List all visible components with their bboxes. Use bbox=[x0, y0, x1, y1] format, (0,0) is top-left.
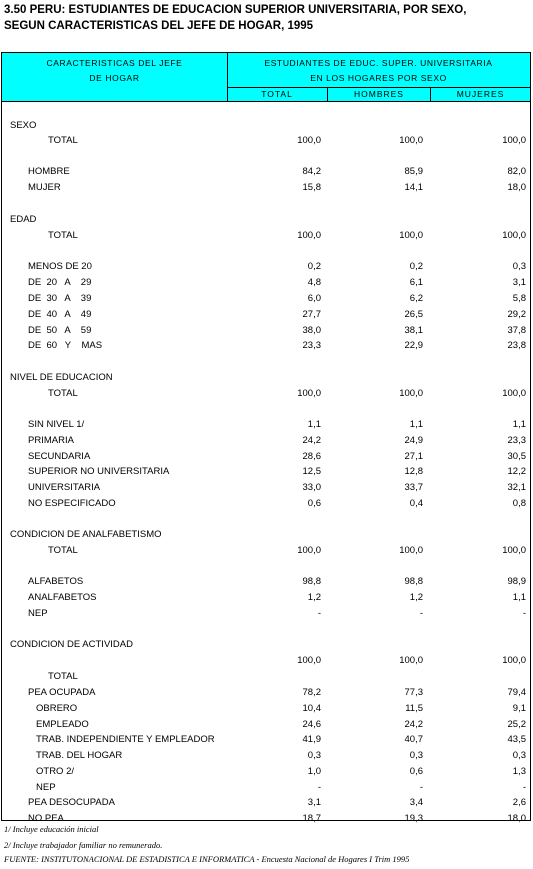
cell-mujeres: 100,0 bbox=[502, 545, 526, 556]
cell-hombres: 11,5 bbox=[405, 703, 423, 714]
cell-mujeres: 25,2 bbox=[507, 719, 526, 730]
cell-mujeres: 29,2 bbox=[507, 309, 526, 320]
cell-mujeres: 32,1 bbox=[507, 482, 526, 493]
cell-total: 15,8 bbox=[302, 182, 321, 193]
cell-mujeres: 5,8 bbox=[512, 293, 526, 304]
cell-hombres: 19,3 bbox=[404, 813, 423, 824]
row-label: NO PEA bbox=[28, 813, 64, 824]
cell-mujeres: - bbox=[522, 782, 526, 793]
header-col-total: TOTAL bbox=[227, 88, 328, 101]
row-label: DE 40 A 49 bbox=[28, 309, 92, 320]
cell-hombres: 100,0 bbox=[399, 135, 423, 146]
table-row bbox=[2, 165, 530, 179]
cell-total: - bbox=[317, 608, 321, 619]
cell-hombres: 14,1 bbox=[404, 182, 423, 193]
row-label: MUJER bbox=[28, 182, 61, 193]
cell-total: 38,0 bbox=[302, 325, 321, 336]
cell-hombres: 77,3 bbox=[404, 687, 423, 698]
table-row bbox=[2, 213, 530, 227]
cell-mujeres: 1,3 bbox=[512, 766, 526, 777]
table-row bbox=[2, 229, 530, 243]
cell-hombres: 6,1 bbox=[409, 277, 423, 288]
cell-mujeres: 2,6 bbox=[512, 797, 526, 808]
table-row bbox=[2, 765, 530, 779]
cell-total: 100,0 bbox=[297, 135, 321, 146]
cell-mujeres: 1,1 bbox=[512, 592, 526, 603]
cell-mujeres: 82,0 bbox=[507, 166, 526, 177]
row-label: DE 20 A 29 bbox=[28, 277, 92, 288]
table-row bbox=[2, 371, 530, 385]
cell-hombres: 98,8 bbox=[404, 576, 423, 587]
row-label: SUPERIOR NO UNIVERSITARIA bbox=[28, 466, 170, 477]
cell-hombres: 22,9 bbox=[404, 340, 423, 351]
cell-total: 100,0 bbox=[297, 230, 321, 241]
cell-hombres: 100,0 bbox=[399, 545, 423, 556]
row-label: ALFABETOS bbox=[28, 576, 84, 587]
table-row bbox=[2, 276, 530, 290]
header-col-mujeres: MUJERES bbox=[456, 89, 505, 99]
row-label: PRIMARIA bbox=[28, 435, 74, 446]
cell-total: 1,0 bbox=[307, 766, 321, 777]
cell-total: 3,1 bbox=[307, 797, 321, 808]
table-body bbox=[1, 102, 531, 824]
table-row bbox=[2, 324, 530, 338]
row-label: HOMBRE bbox=[28, 166, 70, 177]
cell-hombres: 12,8 bbox=[404, 466, 423, 477]
row-label: PEA OCUPADA bbox=[28, 687, 96, 698]
header-stub-line-1: CARACTERISTICAS DEL JEFE bbox=[46, 58, 183, 68]
cell-hombres: 0,6 bbox=[409, 766, 423, 777]
cell-hombres: 33,7 bbox=[404, 482, 423, 493]
row-label: OBRERO bbox=[36, 703, 78, 714]
cell-mujeres: - bbox=[522, 608, 526, 619]
table-row bbox=[2, 670, 530, 684]
table-row bbox=[2, 781, 530, 795]
row-label: SIN NIVEL 1/ bbox=[28, 419, 85, 430]
table-row bbox=[2, 465, 530, 479]
cell-hombres: 24,2 bbox=[404, 719, 423, 730]
row-label: NEP bbox=[36, 782, 56, 793]
cell-hombres: 24,9 bbox=[404, 435, 423, 446]
row-label: MENOS DE 20 bbox=[28, 261, 92, 272]
footnote-2: 2/ Incluye trabajador familiar no remunerado. bbox=[4, 840, 163, 850]
table-row bbox=[2, 749, 530, 763]
cell-total: 78,2 bbox=[302, 687, 321, 698]
row-label: TRAB. DEL HOGAR bbox=[36, 750, 123, 761]
title-line-2: SEGUN CARACTERISTICAS DEL JEFE DE HOGAR, 1995 bbox=[4, 20, 314, 32]
cell-hombres: 1,1 bbox=[409, 419, 423, 430]
cell-mujeres: 100,0 bbox=[502, 388, 526, 399]
row-label: DE 50 A 59 bbox=[28, 325, 92, 336]
source-note: FUENTE: INSTITUTONACIONAL DE ESTADISTICA E INFORMATICA - Encuesta Nacional de Hogares I Trim 1995 bbox=[4, 854, 410, 864]
cell-total: 6,0 bbox=[307, 293, 321, 304]
cell-mujeres: 9,1 bbox=[512, 703, 526, 714]
row-label: NIVEL DE EDUCACION bbox=[10, 372, 113, 383]
row-label: SEXO bbox=[10, 120, 37, 131]
header-group-line-2: EN LOS HOGARES POR SEXO bbox=[310, 73, 447, 83]
cell-total: 98,8 bbox=[302, 576, 321, 587]
footnote-1: 1/ Incluye educación inicial bbox=[4, 824, 99, 834]
cell-mujeres: 0,3 bbox=[512, 750, 526, 761]
cell-mujeres: 1,1 bbox=[512, 419, 526, 430]
cell-hombres: 100,0 bbox=[399, 230, 423, 241]
table-row bbox=[2, 544, 530, 558]
cell-mujeres: 98,9 bbox=[507, 576, 526, 587]
cell-mujeres: 0,8 bbox=[512, 498, 526, 509]
cell-hombres: 27,1 bbox=[404, 451, 423, 462]
table-row bbox=[2, 638, 530, 652]
row-label: NO ESPECIFICADO bbox=[28, 498, 116, 509]
cell-total: 10,4 bbox=[302, 703, 321, 714]
row-label: UNIVERSITARIA bbox=[28, 482, 101, 493]
cell-hombres: 26,5 bbox=[404, 309, 423, 320]
row-label: TOTAL bbox=[48, 545, 78, 556]
table-row bbox=[2, 686, 530, 700]
cell-hombres: 40,7 bbox=[404, 734, 423, 745]
cell-mujeres: 12,2 bbox=[507, 466, 526, 477]
cell-mujeres: 43,5 bbox=[507, 734, 526, 745]
table-row bbox=[2, 528, 530, 542]
cell-mujeres: 23,8 bbox=[507, 340, 526, 351]
table-row bbox=[2, 418, 530, 432]
table-row bbox=[2, 733, 530, 747]
cell-total: 18,7 bbox=[302, 813, 321, 824]
cell-mujeres: 23,3 bbox=[507, 435, 526, 446]
row-label: TOTAL bbox=[48, 135, 78, 146]
header-group-line-1: ESTUDIANTES DE EDUC. SUPER. UNIVERSITARIA bbox=[264, 58, 493, 68]
cell-mujeres: 100,0 bbox=[502, 230, 526, 241]
cell-hombres: 0,2 bbox=[409, 261, 423, 272]
cell-total: 100,0 bbox=[297, 655, 321, 666]
cell-hombres: 1,2 bbox=[409, 592, 423, 603]
table-row bbox=[2, 497, 530, 511]
row-label: TOTAL bbox=[48, 671, 78, 682]
row-label: TRAB. INDEPENDIENTE Y EMPLEADOR bbox=[36, 734, 215, 745]
row-label: CONDICION DE ACTIVIDAD bbox=[10, 639, 133, 650]
table-row bbox=[2, 119, 530, 133]
row-label: ANALFABETOS bbox=[28, 592, 97, 603]
row-label: EMPLEADO bbox=[36, 719, 89, 730]
row-label: DE 60 Y MAS bbox=[28, 340, 103, 351]
cell-hombres: 0,3 bbox=[409, 750, 423, 761]
table-row bbox=[2, 260, 530, 274]
cell-hombres: 38,1 bbox=[404, 325, 423, 336]
cell-total: 24,2 bbox=[302, 435, 321, 446]
table-row bbox=[2, 796, 530, 810]
table-row bbox=[2, 181, 530, 195]
table-row bbox=[2, 308, 530, 322]
cell-hombres: 85,9 bbox=[404, 166, 423, 177]
table-row bbox=[2, 718, 530, 732]
cell-mujeres: 37,8 bbox=[507, 325, 526, 336]
table-row bbox=[2, 434, 530, 448]
row-label: DE 30 A 39 bbox=[28, 293, 92, 304]
cell-total: 24,6 bbox=[302, 719, 321, 730]
title-line-1: 3.50 PERU: ESTUDIANTES DE EDUCACION SUPERIOR UNIVERSITARIA, POR SEXO, bbox=[4, 4, 467, 16]
header-stub-line-2: DE HOGAR bbox=[89, 73, 140, 83]
table-row bbox=[2, 654, 530, 668]
cell-total: 33,0 bbox=[302, 482, 321, 493]
cell-total: 0,3 bbox=[307, 750, 321, 761]
cell-hombres: 100,0 bbox=[399, 655, 423, 666]
header-stub-cell bbox=[2, 53, 228, 101]
table-row bbox=[2, 339, 530, 353]
cell-total: - bbox=[317, 782, 321, 793]
cell-hombres: 3,4 bbox=[409, 797, 423, 808]
cell-hombres: - bbox=[419, 782, 423, 793]
cell-mujeres: 100,0 bbox=[502, 135, 526, 146]
table-row bbox=[2, 387, 530, 401]
cell-total: 1,1 bbox=[307, 419, 321, 430]
cell-total: 4,8 bbox=[307, 277, 321, 288]
row-label: OTRO 2/ bbox=[36, 766, 75, 777]
table-row bbox=[2, 481, 530, 495]
cell-hombres: 0,4 bbox=[409, 498, 423, 509]
table-row bbox=[2, 450, 530, 464]
table-title bbox=[4, 2, 529, 34]
cell-mujeres: 100,0 bbox=[502, 655, 526, 666]
table-row bbox=[2, 134, 530, 148]
cell-mujeres: 18,0 bbox=[507, 813, 526, 824]
cell-total: 100,0 bbox=[297, 545, 321, 556]
cell-hombres: 100,0 bbox=[399, 388, 423, 399]
row-label: EDAD bbox=[10, 214, 37, 225]
cell-total: 84,2 bbox=[302, 166, 321, 177]
cell-total: 12,5 bbox=[302, 466, 321, 477]
cell-hombres: - bbox=[419, 608, 423, 619]
table-row bbox=[2, 591, 530, 605]
row-label: CONDICION DE ANALFABETISMO bbox=[10, 529, 162, 540]
cell-total: 27,7 bbox=[302, 309, 321, 320]
cell-total: 0,2 bbox=[307, 261, 321, 272]
table-header bbox=[1, 52, 531, 102]
row-label: PEA DESOCUPADA bbox=[28, 797, 115, 808]
row-label: SECUNDARIA bbox=[28, 451, 91, 462]
cell-total: 100,0 bbox=[297, 388, 321, 399]
row-label: NEP bbox=[28, 608, 48, 619]
cell-total: 1,2 bbox=[307, 592, 321, 603]
cell-mujeres: 79,4 bbox=[507, 687, 526, 698]
cell-total: 28,6 bbox=[302, 451, 321, 462]
cell-mujeres: 3,1 bbox=[512, 277, 526, 288]
cell-mujeres: 18,0 bbox=[507, 182, 526, 193]
cell-total: 23,3 bbox=[302, 340, 321, 351]
table-row bbox=[2, 292, 530, 306]
row-label: TOTAL bbox=[48, 388, 78, 399]
table-row bbox=[2, 575, 530, 589]
cell-mujeres: 30,5 bbox=[507, 451, 526, 462]
row-label: TOTAL bbox=[48, 230, 78, 241]
cell-hombres: 6,2 bbox=[409, 293, 423, 304]
cell-total: 41,9 bbox=[302, 734, 321, 745]
cell-total: 0,6 bbox=[307, 498, 321, 509]
cell-mujeres: 0,3 bbox=[512, 261, 526, 272]
table-row bbox=[2, 702, 530, 716]
table-row bbox=[2, 607, 530, 621]
header-col-hombres: HOMBRES bbox=[328, 88, 431, 101]
